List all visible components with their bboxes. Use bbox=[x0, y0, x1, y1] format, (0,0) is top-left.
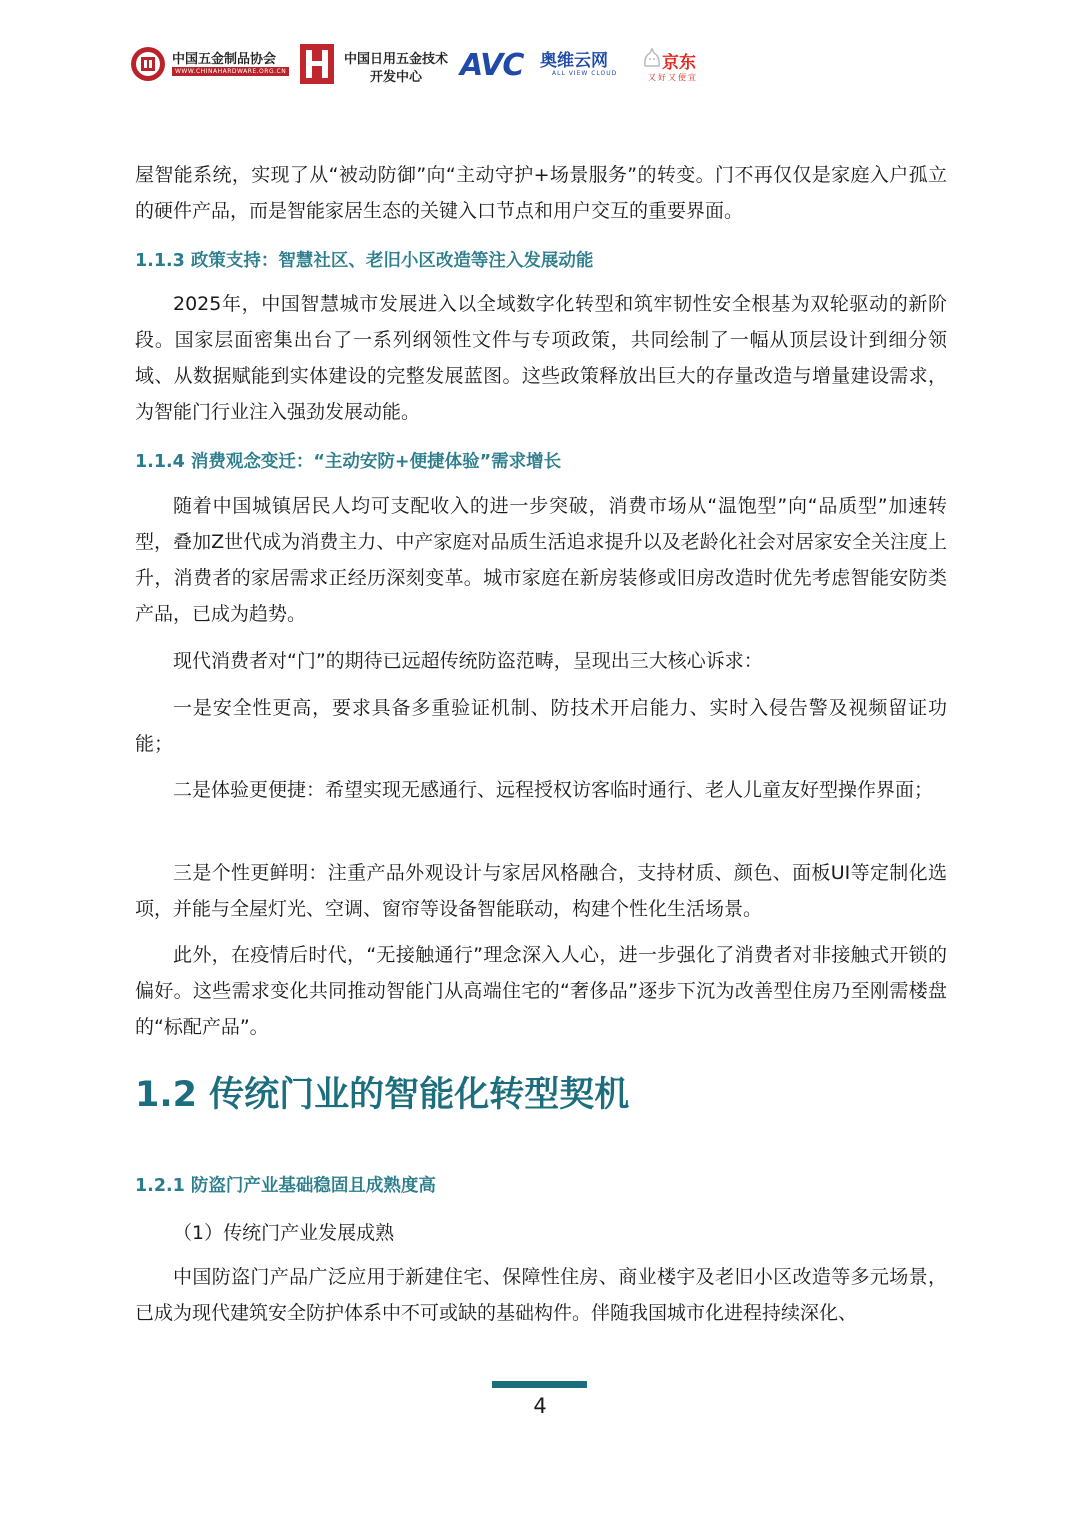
avc-wordmark: AVC bbox=[460, 48, 524, 83]
daily-hardware-mark-icon bbox=[300, 44, 334, 84]
paragraph-demand-safety: 一是安全性更高，要求具备多重验证机制、防技术开启能力、实时入侵告警及视频留证功能； bbox=[135, 697, 947, 755]
header-logos bbox=[130, 40, 730, 90]
subheading-traditional-door: （1）传统门产业发展成熟 bbox=[173, 1222, 395, 1244]
logo1-url: WWW.CHINAHARDWARE.ORG.CN bbox=[172, 67, 289, 76]
heading-1-1-4: 1.1.4 消费观念变迁：“主动安防+便捷体验”需求增长 bbox=[135, 452, 562, 472]
paragraph-smart-home: 屋智能系统，实现了从“被动防御”向“主动守护+场景服务”的转变。门不再仅仅是家庭入户孤立的硬件产品，而是智能家居生态的关键入口节点和用户交互的重要界面。 bbox=[135, 164, 947, 222]
heading-1-1-3: 1.1.3 政策支持：智慧社区、老旧小区改造等注入发展动能 bbox=[135, 251, 594, 271]
avc-english-name: ALL VIEW CLOUD bbox=[552, 70, 618, 77]
jd-dog-icon bbox=[642, 48, 662, 70]
logo2-line1: 中国日用五金技术 bbox=[344, 52, 449, 67]
logo-china-hardware-association bbox=[130, 40, 290, 90]
jd-name: 京东 bbox=[662, 53, 696, 73]
paragraph-three-demands: 现代消费者对“门”的期待已远超传统防盗范畴，呈现出三大核心诉求： bbox=[173, 650, 763, 672]
paragraph-anti-theft-door: 中国防盗门产品广泛应用于新建住宅、保障性住房、商业楼宇及老旧小区改造等多元场景，已成为现代建筑安全防护体系中不可或缺的基础构件。伴随我国城市化进程持续深化、 bbox=[135, 1266, 947, 1324]
heading-1-2-1: 1.2.1 防盗门产业基础稳固且成熟度高 bbox=[135, 1176, 436, 1196]
paragraph-policy: 2025年，中国智慧城市发展进入以全域数字化转型和筑牢韧性安全根基为双轮驱动的新阶段。国家层面密集出台了一系列纲领性文件与专项政策，共同绘制了一幅从顶层设计到细分领域、从数据赋能到实体建设的完整发展蓝图。这些政策释放出巨大的存量改造与增量建设需求，为智能门行业注入强劲发展动能。 bbox=[135, 293, 947, 423]
association-seal-icon bbox=[130, 46, 166, 82]
heading-1-2: 1.2 传统门业的智能化转型契机 bbox=[135, 1075, 630, 1115]
page-number: 4 bbox=[533, 1394, 547, 1418]
logo-avc bbox=[460, 40, 640, 90]
logo-daily-hardware-center bbox=[300, 40, 460, 90]
paragraph-consumption: 随着中国城镇居民人均可支配收入的进一步突破，消费市场从“温饱型”向“品质型”加速转型，叠加Z世代成为消费主力、中产家庭对品质生活追求提升以及老龄化社会对居家安全关注度上升，消费者的家居需求正经历深刻变革。城市家庭在新房装修或旧房改造时优先考虑智能安防类产品，已成为趋势。 bbox=[135, 495, 947, 625]
paragraph-demand-convenience: 二是体验更便捷：希望实现无感通行、远程授权访客临时通行、老人儿童友好型操作界面； bbox=[173, 779, 934, 801]
paragraph-demand-personality: 三是个性更鲜明：注重产品外观设计与家居风格融合，支持材质、颜色、面板UI等定制化选项，并能与全屋灯光、空调、窗帘等设备智能联动，构建个性化生活场景。 bbox=[135, 862, 947, 920]
avc-chinese-name: 奥维云网 bbox=[540, 51, 608, 71]
jd-slogan: 又好又便宜 bbox=[648, 73, 698, 82]
logo1-name: 中国五金制品协会 bbox=[172, 52, 277, 67]
footer-accent-bar bbox=[492, 1381, 587, 1388]
logo-jd bbox=[642, 40, 722, 90]
logo2-line2: 开发中心 bbox=[370, 70, 423, 85]
paragraph-contactless: 此外，在疫情后时代，“无接触通行”理念深入人心，进一步强化了消费者对非接触式开锁的偏好。这些需求变化共同推动智能门从高端住宅的“奢侈品”逐步下沉为改善型住房乃至刚需楼盘的“标配产品”。 bbox=[135, 944, 947, 1038]
